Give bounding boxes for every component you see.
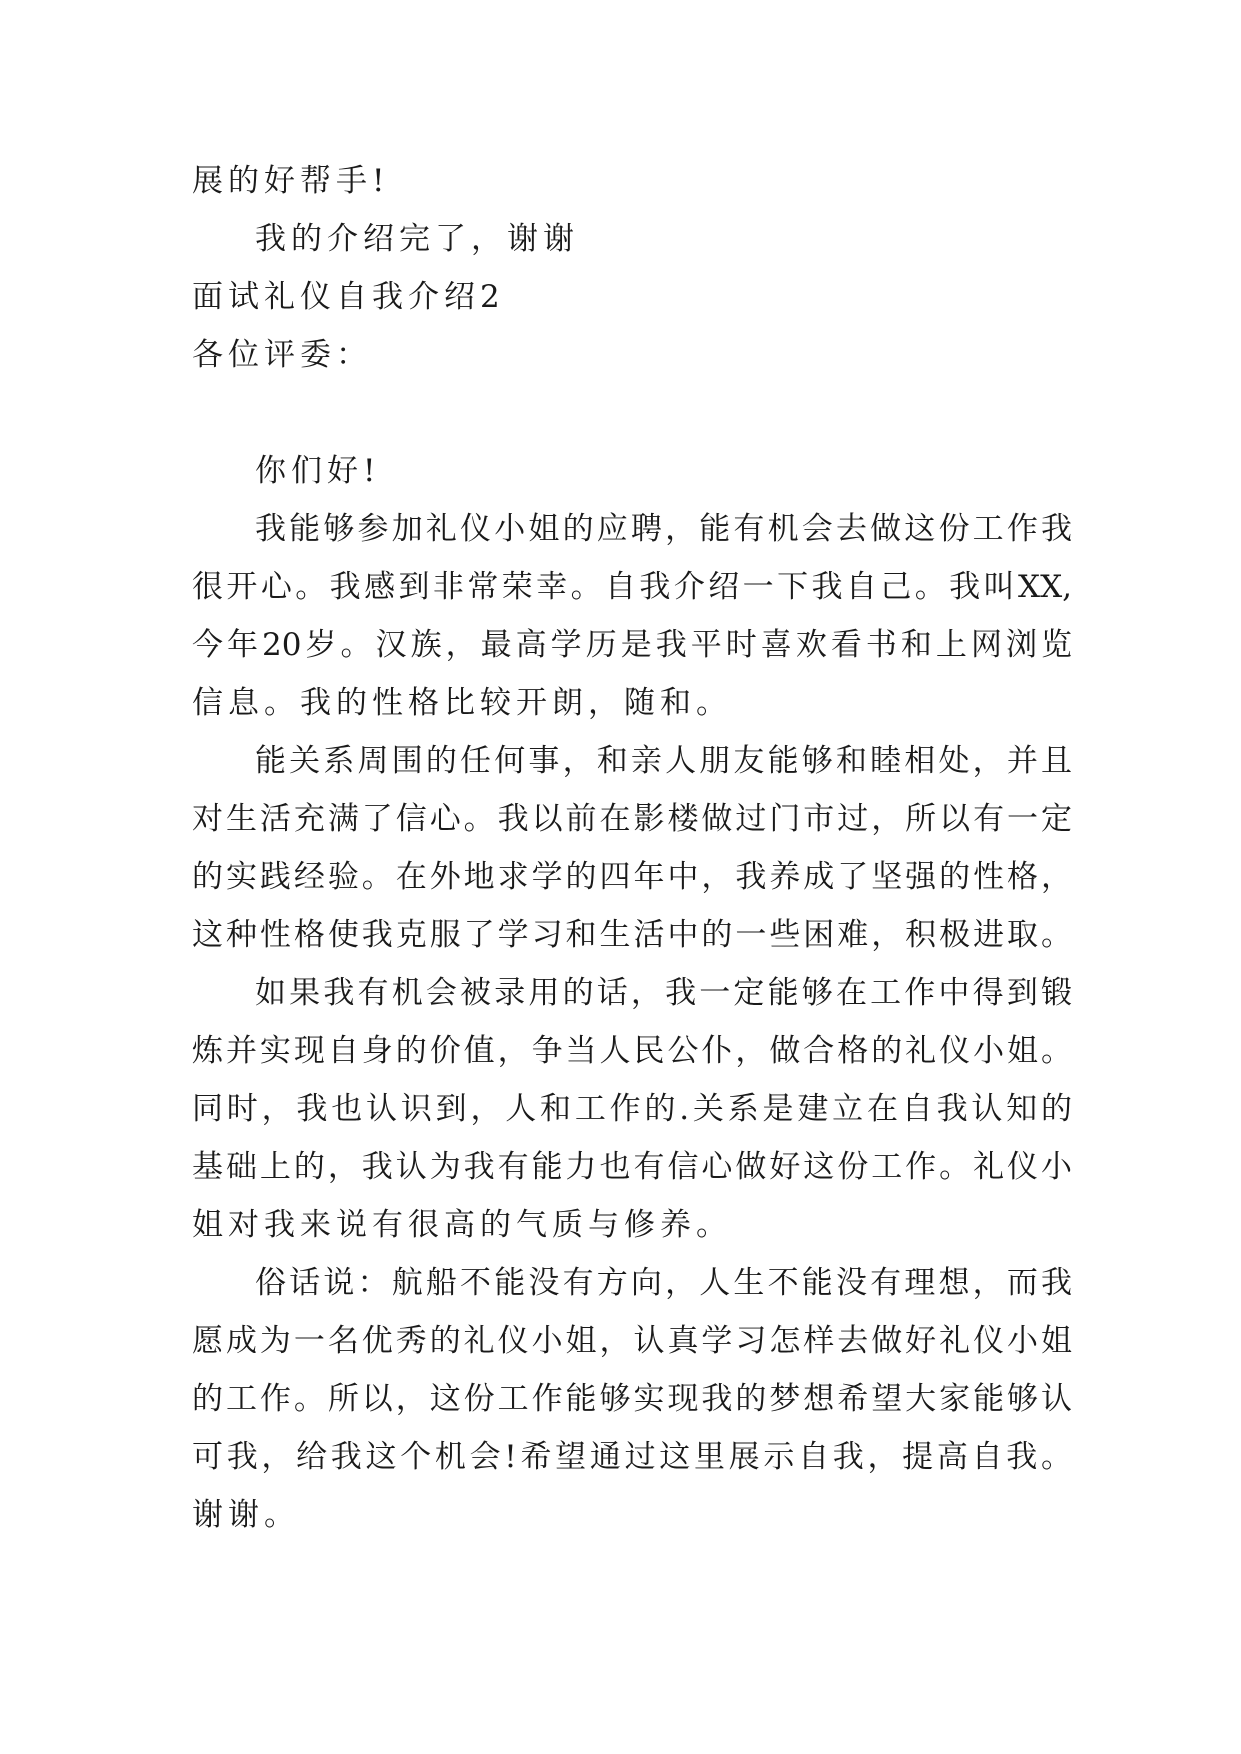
text-line: 愿成为一名优秀的礼仪小姐，认真学习怎样去做好礼仪小姐	[192, 1323, 1072, 1359]
text-line: 很开心。我感到非常荣幸。自我介绍一下我自己。我叫XX,	[192, 569, 1072, 605]
text-line: 能关系周围的任何事，和亲人朋友能够和睦相处，并且	[255, 743, 1072, 779]
text-line: 的工作。所以，这份工作能够实现我的梦想希望大家能够认	[192, 1381, 1072, 1417]
text-line: 俗话说：航船不能没有方向，人生不能没有理想，而我	[255, 1265, 1072, 1301]
text-line: 如果我有机会被录用的话，我一定能够在工作中得到锻	[255, 975, 1072, 1011]
text-line: 可我，给我这个机会!希望通过这里展示自我，提高自我。	[192, 1439, 1072, 1475]
text-line: 展的好帮手!	[192, 163, 390, 199]
text-line: 基础上的，我认为我有能力也有信心做好这份工作。礼仪小	[192, 1149, 1072, 1185]
text-line: 我的介绍完了，谢谢	[255, 221, 579, 257]
text-line: 谢谢。	[192, 1497, 300, 1533]
text-line: 同时，我也认识到，人和工作的.关系是建立在自我认知的	[192, 1091, 1072, 1127]
section-title: 面试礼仪自我介绍2	[192, 279, 505, 315]
text-line: 的实践经验。在外地求学的四年中，我养成了坚强的性格，	[192, 859, 1072, 895]
greeting: 你们好!	[255, 453, 381, 489]
text-line: 今年20岁。汉族，最高学历是我平时喜欢看书和上网浏览	[192, 627, 1072, 663]
text-line: 对生活充满了信心。我以前在影楼做过门市过，所以有一定	[192, 801, 1072, 837]
text-line: 姐对我来说有很高的气质与修养。	[192, 1207, 732, 1243]
text-line: 炼并实现自身的价值，争当人民公仆，做合格的礼仪小姐。	[192, 1033, 1072, 1069]
salutation: 各位评委：	[192, 337, 372, 373]
text-line: 这种性格使我克服了学习和生活中的一些困难，积极进取。	[192, 917, 1072, 953]
text-line: 我能够参加礼仪小姐的应聘，能有机会去做这份工作我	[255, 511, 1072, 547]
text-line: 信息。我的性格比较开朗，随和。	[192, 685, 732, 721]
